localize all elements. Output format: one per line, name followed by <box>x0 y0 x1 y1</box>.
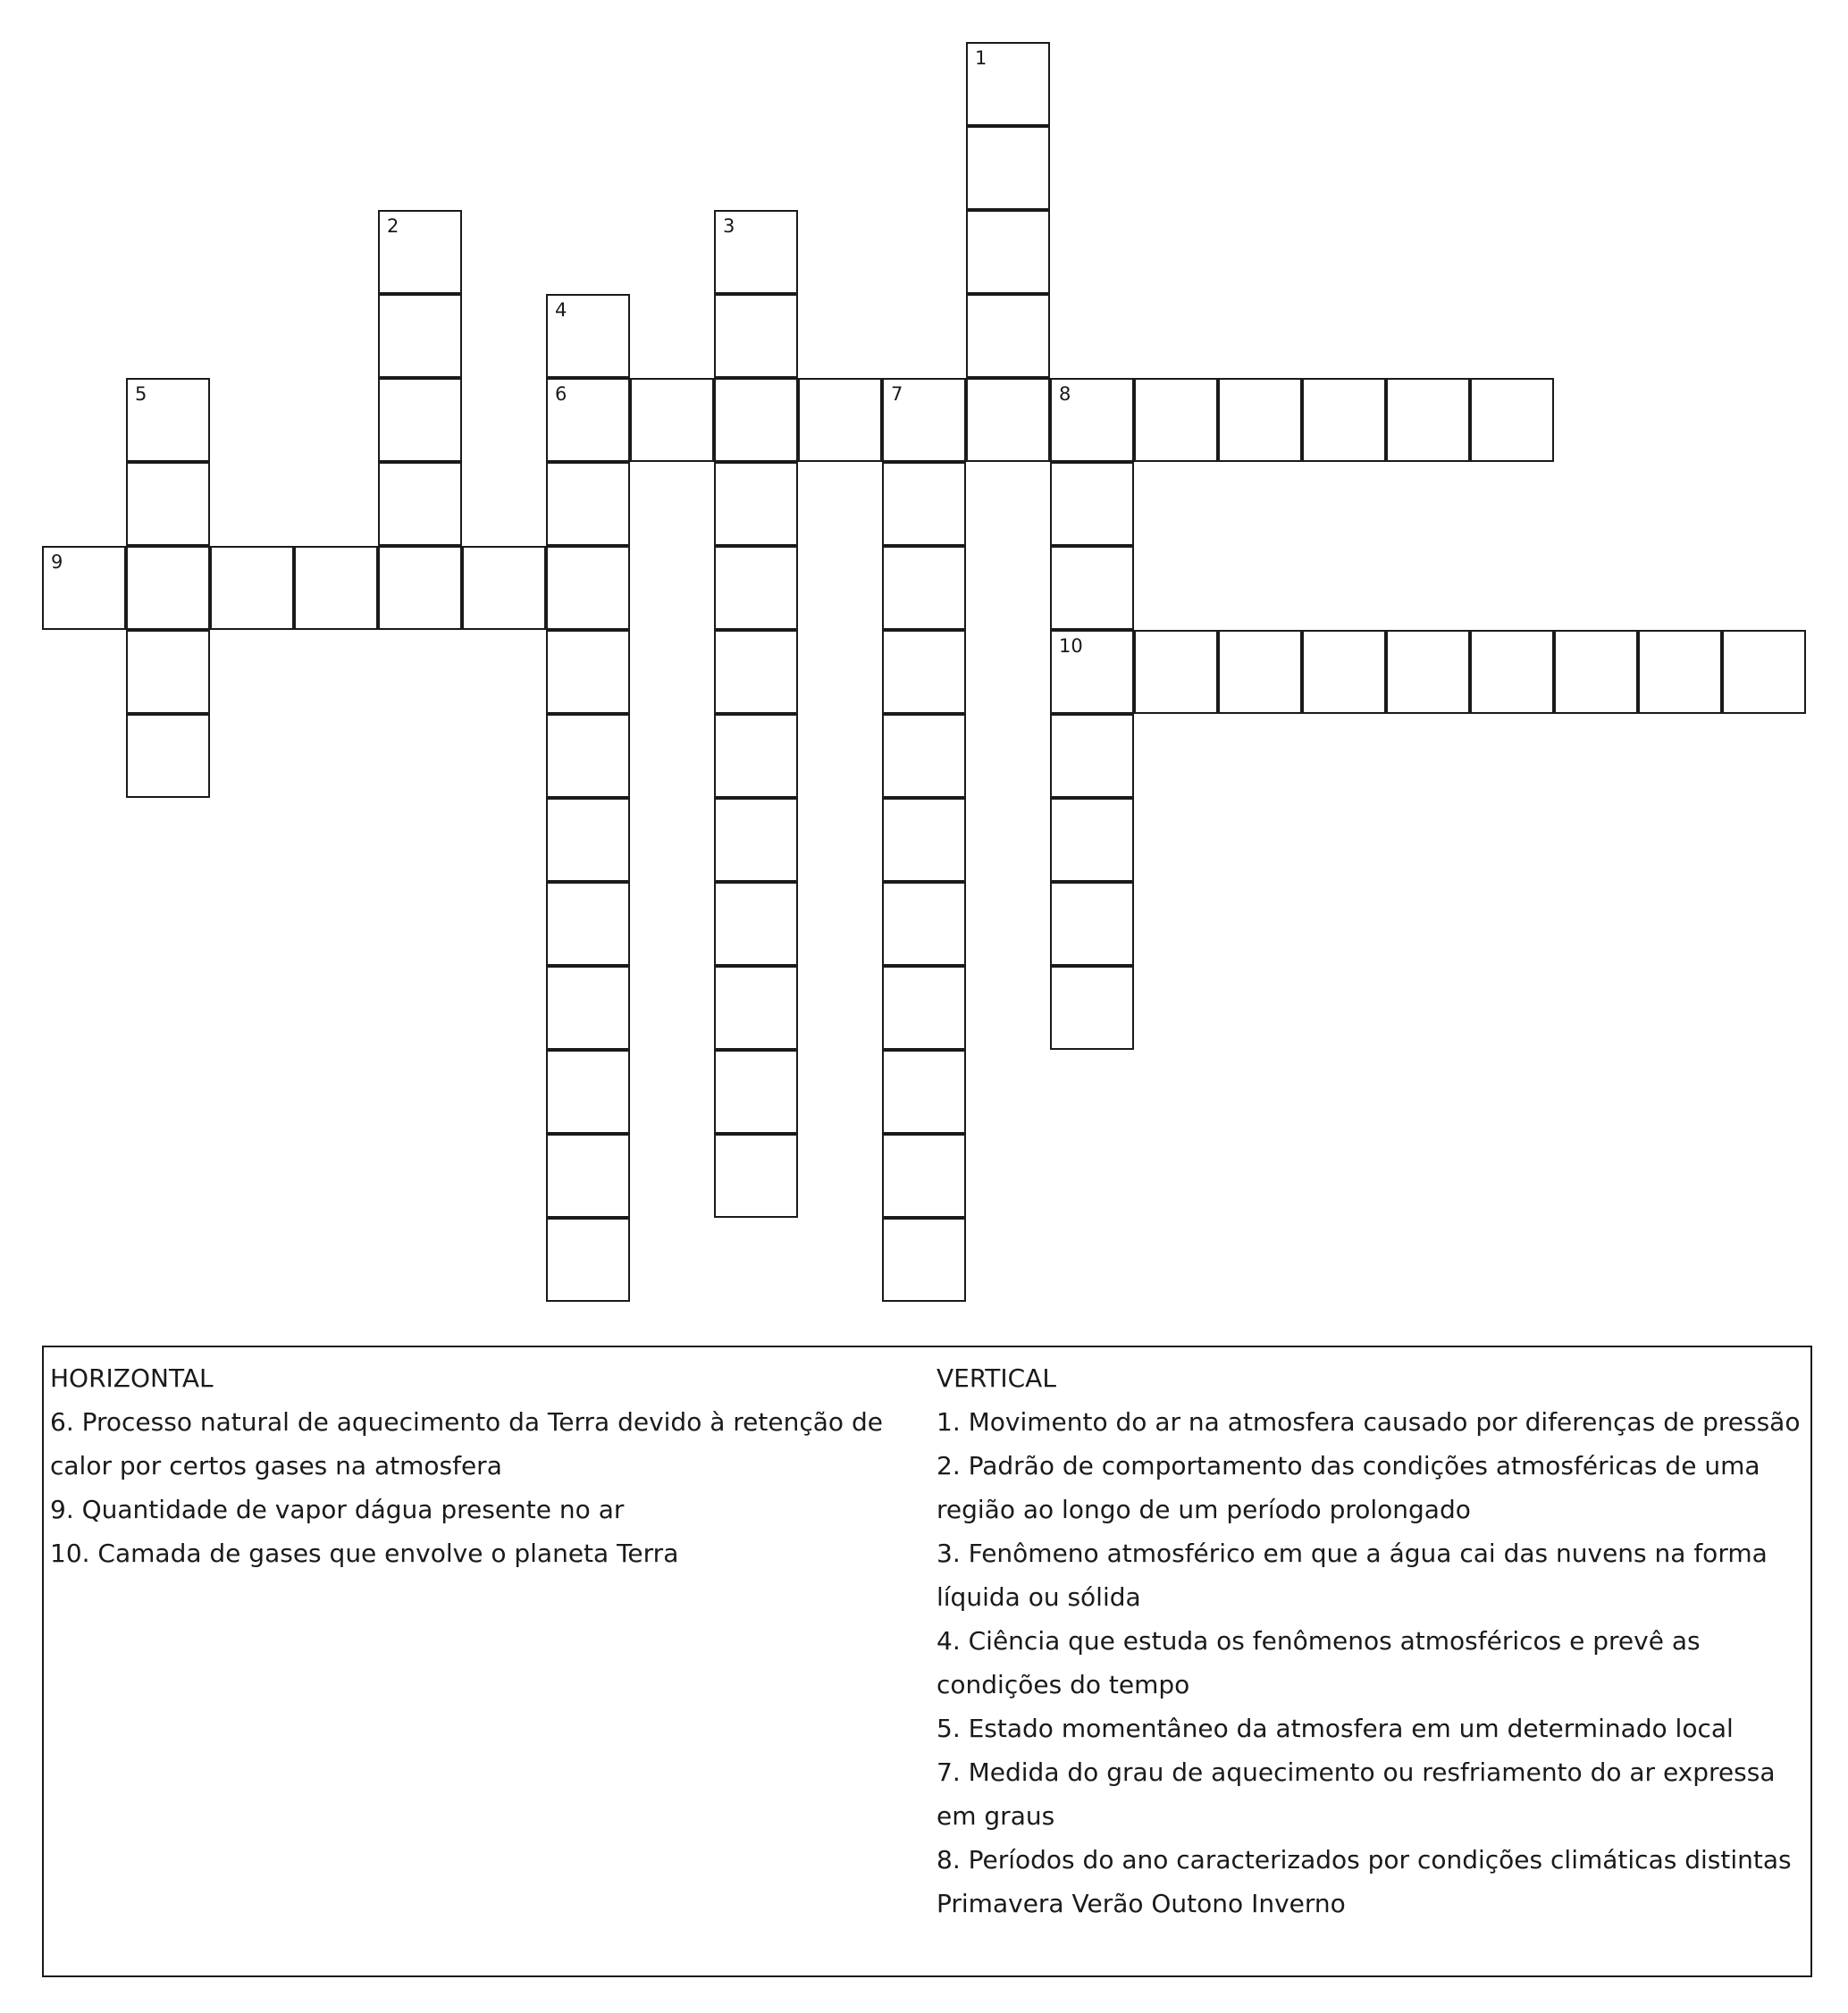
grid-cell[interactable] <box>210 546 294 630</box>
grid-cell[interactable] <box>1554 630 1638 714</box>
word-bank: Primavera Verão Outono Inverno <box>937 1889 1346 1918</box>
across-clue-10: 10. Camada de gases que envolve o planeta Terra <box>50 1539 679 1568</box>
clue-number: 10 <box>1059 635 1083 657</box>
grid-cell[interactable] <box>882 1218 966 1302</box>
down-clues <box>937 1356 1808 1925</box>
grid-cell[interactable] <box>1050 546 1134 630</box>
grid-cell[interactable] <box>798 378 882 462</box>
grid-cell[interactable] <box>126 546 210 630</box>
grid-cell-2[interactable] <box>378 210 462 294</box>
down-clue-4: 4. Ciência que estuda os fenômenos atmosféricos e prevê as condições do tempo <box>937 1626 1701 1699</box>
grid-cell[interactable] <box>882 798 966 882</box>
grid-cell[interactable] <box>714 882 798 966</box>
grid-cell[interactable] <box>966 378 1050 462</box>
grid-cell[interactable] <box>714 714 798 798</box>
grid-cell[interactable] <box>546 798 630 882</box>
grid-cell[interactable] <box>882 630 966 714</box>
grid-cell[interactable] <box>378 546 462 630</box>
grid-cell[interactable] <box>966 126 1050 210</box>
clues-box <box>42 1346 1812 1977</box>
grid-cell[interactable] <box>1218 630 1302 714</box>
grid-cell[interactable] <box>882 462 966 546</box>
down-clue-8: 8. Períodos do ano caracterizados por condições climáticas distintas <box>937 1845 1792 1875</box>
down-heading: VERTICAL <box>937 1363 1056 1393</box>
grid-cell[interactable] <box>714 378 798 462</box>
clue-number: 8 <box>1059 383 1071 405</box>
grid-cell[interactable] <box>546 1218 630 1302</box>
grid-cell-5[interactable] <box>126 378 210 462</box>
down-clue-7: 7. Medida do grau de aquecimento ou resfriamento do ar expressa em graus <box>937 1757 1776 1831</box>
across-clue-9: 9. Quantidade de vapor dágua presente no ar <box>50 1495 625 1524</box>
grid-cell[interactable] <box>1050 462 1134 546</box>
grid-cell-4[interactable] <box>546 294 630 378</box>
grid-cell[interactable] <box>714 294 798 378</box>
grid-cell[interactable] <box>882 1134 966 1218</box>
grid-cell[interactable] <box>714 630 798 714</box>
grid-cell-6[interactable] <box>546 378 630 462</box>
grid-cell[interactable] <box>714 462 798 546</box>
grid-cell[interactable] <box>966 210 1050 294</box>
grid-cell[interactable] <box>462 546 546 630</box>
down-clue-5: 5. Estado momentâneo da atmosfera em um determinado local <box>937 1714 1734 1743</box>
grid-cell[interactable] <box>714 1134 798 1218</box>
clue-number: 4 <box>555 299 567 321</box>
grid-cell-7[interactable] <box>882 378 966 462</box>
grid-cell[interactable] <box>1050 798 1134 882</box>
across-heading: HORIZONTAL <box>50 1363 214 1393</box>
grid-cell[interactable] <box>546 462 630 546</box>
clue-number: 5 <box>135 383 147 405</box>
grid-cell[interactable] <box>546 882 630 966</box>
grid-cell[interactable] <box>1302 378 1386 462</box>
grid-cell[interactable] <box>1302 630 1386 714</box>
grid-cell-3[interactable] <box>714 210 798 294</box>
clue-number: 7 <box>891 383 903 405</box>
down-clue-1: 1. Movimento do ar na atmosfera causado por diferenças de pressão <box>937 1407 1801 1437</box>
grid-cell[interactable] <box>1470 630 1554 714</box>
grid-cell[interactable] <box>630 378 714 462</box>
clue-number: 6 <box>555 383 567 405</box>
grid-cell[interactable] <box>378 378 462 462</box>
grid-cell[interactable] <box>546 714 630 798</box>
grid-cell[interactable] <box>546 546 630 630</box>
grid-cell[interactable] <box>882 966 966 1050</box>
grid-cell[interactable] <box>714 798 798 882</box>
grid-cell[interactable] <box>294 546 378 630</box>
grid-cell[interactable] <box>378 462 462 546</box>
grid-cell[interactable] <box>546 630 630 714</box>
grid-cell[interactable] <box>882 714 966 798</box>
grid-cell-1[interactable] <box>966 42 1050 126</box>
grid-cell[interactable] <box>714 1050 798 1134</box>
grid-cell[interactable] <box>882 882 966 966</box>
grid-cell[interactable] <box>378 294 462 378</box>
across-clues <box>50 1356 926 1575</box>
grid-cell[interactable] <box>1722 630 1806 714</box>
grid-cell[interactable] <box>1050 966 1134 1050</box>
grid-cell[interactable] <box>1638 630 1722 714</box>
grid-cell[interactable] <box>882 1050 966 1134</box>
grid-cell[interactable] <box>546 966 630 1050</box>
grid-cell-8[interactable] <box>1050 378 1134 462</box>
clue-number: 2 <box>387 215 399 237</box>
grid-cell-10[interactable] <box>1050 630 1134 714</box>
grid-cell[interactable] <box>714 966 798 1050</box>
grid-cell[interactable] <box>1386 630 1470 714</box>
grid-cell[interactable] <box>546 1134 630 1218</box>
grid-cell[interactable] <box>1134 630 1218 714</box>
clue-number: 3 <box>723 215 735 237</box>
grid-cell[interactable] <box>1134 378 1218 462</box>
grid-cell[interactable] <box>1218 378 1302 462</box>
across-clue-6: 6. Processo natural de aquecimento da Terra devido à retenção de calor por certos gases na atmosfera <box>50 1407 883 1480</box>
grid-cell[interactable] <box>126 714 210 798</box>
grid-cell[interactable] <box>126 630 210 714</box>
grid-cell[interactable] <box>546 1050 630 1134</box>
down-clue-3: 3. Fenômeno atmosférico em que a água cai das nuvens na forma líquida ou sólida <box>937 1539 1768 1612</box>
grid-cell[interactable] <box>714 546 798 630</box>
down-clue-2: 2. Padrão de comportamento das condições atmosféricas de uma região ao longo de um período prolongado <box>937 1451 1760 1524</box>
grid-cell[interactable] <box>1470 378 1554 462</box>
clue-number: 1 <box>975 47 987 69</box>
grid-cell-9[interactable] <box>42 546 126 630</box>
grid-cell[interactable] <box>966 294 1050 378</box>
grid-cell[interactable] <box>126 462 210 546</box>
grid-cell[interactable] <box>1386 378 1470 462</box>
grid-cell[interactable] <box>1050 714 1134 798</box>
grid-cell[interactable] <box>882 546 966 630</box>
clue-number: 9 <box>51 551 63 573</box>
grid-cell[interactable] <box>1050 882 1134 966</box>
